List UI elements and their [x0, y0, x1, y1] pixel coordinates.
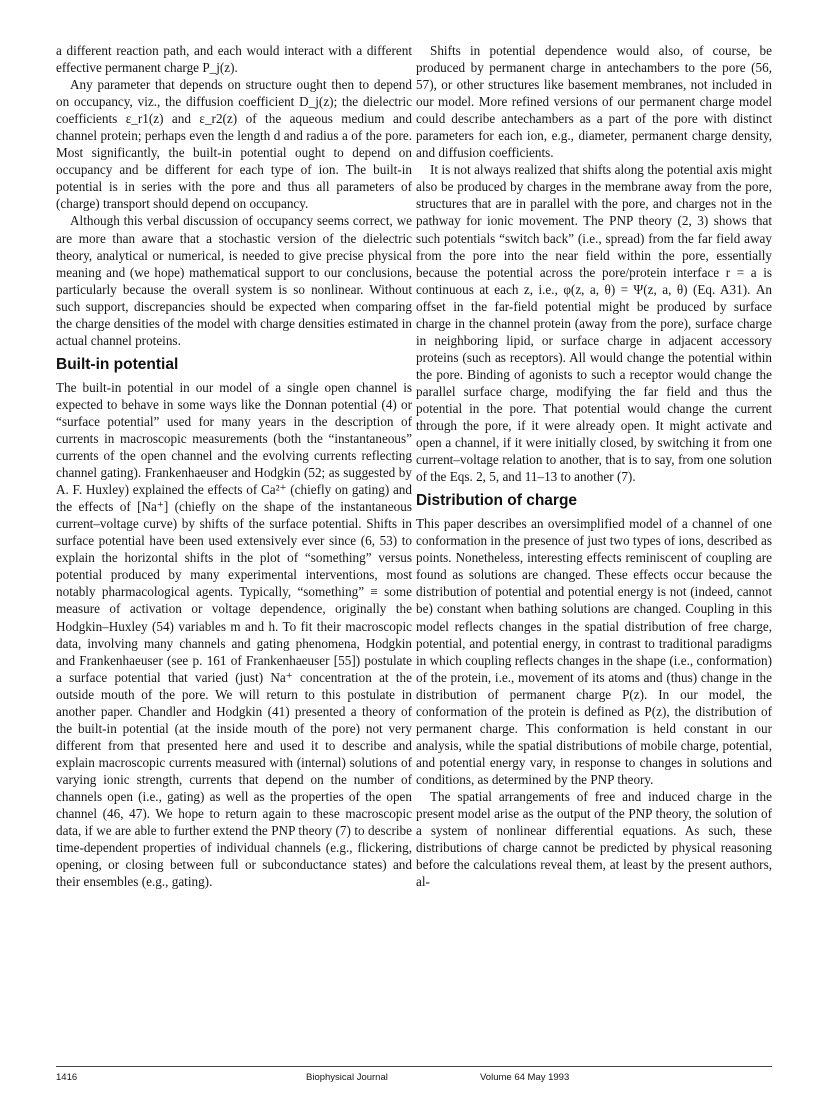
paragraph: The spatial arrangements of free and induced charge in the present model arise as the output of the PNP theory, the solution of a system of nonlinear differential equations. As such, these distributions of charge cannot be predicted by physical reasoning before the calculations reveal them, at least by the present authors, al-: [416, 788, 772, 890]
section-heading: Distribution of charge: [416, 492, 578, 510]
paragraph: It is not always realized that shifts along the potential axis might also be produced by charges in the membrane away from the pore, structures that are in parallel with the pore, and charges not in the pathway for ionic movement. The PNP theory (2, 3) shows that such potentials “switch back” (i.e., spread) from the far field away from the pore into the near field within the pore, essentially because the potential across the pore/protein interface r = a is continuous at each z, i.e., φ(z, a, θ) = Ψ(z, a, θ) (Eq. A31). An offset in the far-field potential might be produced by surface charge in the channel protein (away from the pore), surface charge in neighboring lipid, or surface charge in adjacent accessory proteins (such as receptors). All would change the potential within the pore. Binding of agonists to such a receptor would change the parallel surface charge, modifying the far field and thus the potential in the pore. That potential would change the current through the pore, if it were already open. It might activate and open a channel, if it were initially closed, by switching it from one current–voltage relation to another, that is to say, from one solution of the Eqs. 2, 5, and 11–13 to another (7).: [416, 162, 772, 485]
page-footer: [56, 1066, 772, 1087]
paragraph: This paper describes an oversimplified model of a channel of one conformation in the presence of just two types of ions, described as points. Nonetheless, interesting effects reminiscent of coupling are found as solutions are changed. These effects occur because the distribution of potential and potential energy is not (indeed, cannot be) constant when bathing solutions are changed. Coupling in this model reflects changes in the spatial distribution of free charge, potential, and potential energy, in contrast to traditional paradigms in which coupling reflects changes in the shape (i.e., conformation) of the protein, i.e., movement of its atoms and (thus) change in the distribution of permanent charge P(z). In our model, the conformation of the protein is defined as P(z), the distribution of permanent charge. This conformation is held constant in our analysis, while the spatial distributions of mobile charge, potential, and potential energy vary, in response to changes in solutions and conditions, as determined by the PNP theory.: [416, 516, 772, 787]
page-number: 1416: [56, 1072, 78, 1083]
right-column: [416, 42, 772, 890]
paragraph: The built-in potential in our model of a single open channel is expected to behave in some ways like the Donnan potential (4) or “surface potential” used for many years in the description of currents in macroscopic measurements (both the “instantaneous” currents of the open channel and the evolving currents reflecting channel gating). Frankenhaeuser and Hodgkin (52; as suggested by A. F. Huxley) explained the effects of Ca²⁺ (chiefly on gating) and the effects of [Na⁺] (chiefly on the shape of the instantaneous current–voltage curve) by shifts of the surface potential. Shifts in surface potential have been used extensively ever since (6, 53) to explain the horizontal shifts in the plot of “something” versus potential produced by many experimental interventions, most notably pharmacological agents. Typically, “something” ≡ some measure of activation or voltage dependence, originally the Hodgkin–Huxley (54) variables m and h. To fit their macroscopic data, involving many channels and gating phenomena, Hodgkin and Frankenhaeuser (see p. 161 of Frankenhaeuser [55]) postulate a surface potential that varied (just) Na⁺ concentration at the outside mouth of the pore. We will return to this postulate in another paper. Chandler and Hodgkin (41) presented a theory of the built-in potential (at the inside mouth of the pore) not very different from that presented here and used it to describe and explain macroscopic currents measured with (internal) solutions of varying ionic strength, currents that depend on the number of channels open (i.e., gating) as well as the properties of the open channel (46, 47). We hope to return again to these macroscopic data, if we are able to further extend the PNP theory (7) to describe time-dependent properties of individual channels (e.g., flickering, opening, or closing between full or subconductance states) and their ensembles (e.g., gating).: [56, 379, 412, 890]
volume-info: Volume 64 May 1993: [480, 1072, 570, 1083]
section-heading: Built-in potential: [56, 355, 179, 373]
paragraph: Although this verbal discussion of occupancy seems correct, we are more than aware that a stochastic version of the dielectric theory, analytical or numerical, is needed to give precise physical meaning and (we hope) mathematical support to our conclusions, particularly because the overall system is so nonlinear. Without such support, discrepancies should be expected when comparing the charge densities of the model with charge densities estimated in actual channel proteins.: [56, 213, 412, 348]
paragraph: Shifts in potential dependence would also, of course, be produced by permanent charge in antechambers to the pore (56, 57), or other structures like basement membranes, not included in our model. More refined versions of our permanent charge model could describe antechambers as a part of the pore with distinct parameters for each ion, e.g., diameter, permanent charge density, and diffusion coefficients.: [416, 43, 772, 161]
paragraph: Any parameter that depends on structure ought then to depend on occupancy, viz., the diffusion coefficient D_j(z); the dielectric coefficients ε_r1(z) and ε_r2(z) of the aqueous medium and channel protein; perhaps even the length d and radius a of the pore. Most significantly, the built-in potential ought to depend on occupancy and be different for each type of ion. The built-in potential is in series with the pore and thus all parameters of (charge) transport should depend on occupancy.: [56, 77, 412, 212]
left-column: [56, 42, 412, 890]
journal-name: Biophysical Journal: [306, 1072, 388, 1083]
paragraph: a different reaction path, and each would interact with a different effective permanent charge P_j(z).: [56, 43, 412, 76]
